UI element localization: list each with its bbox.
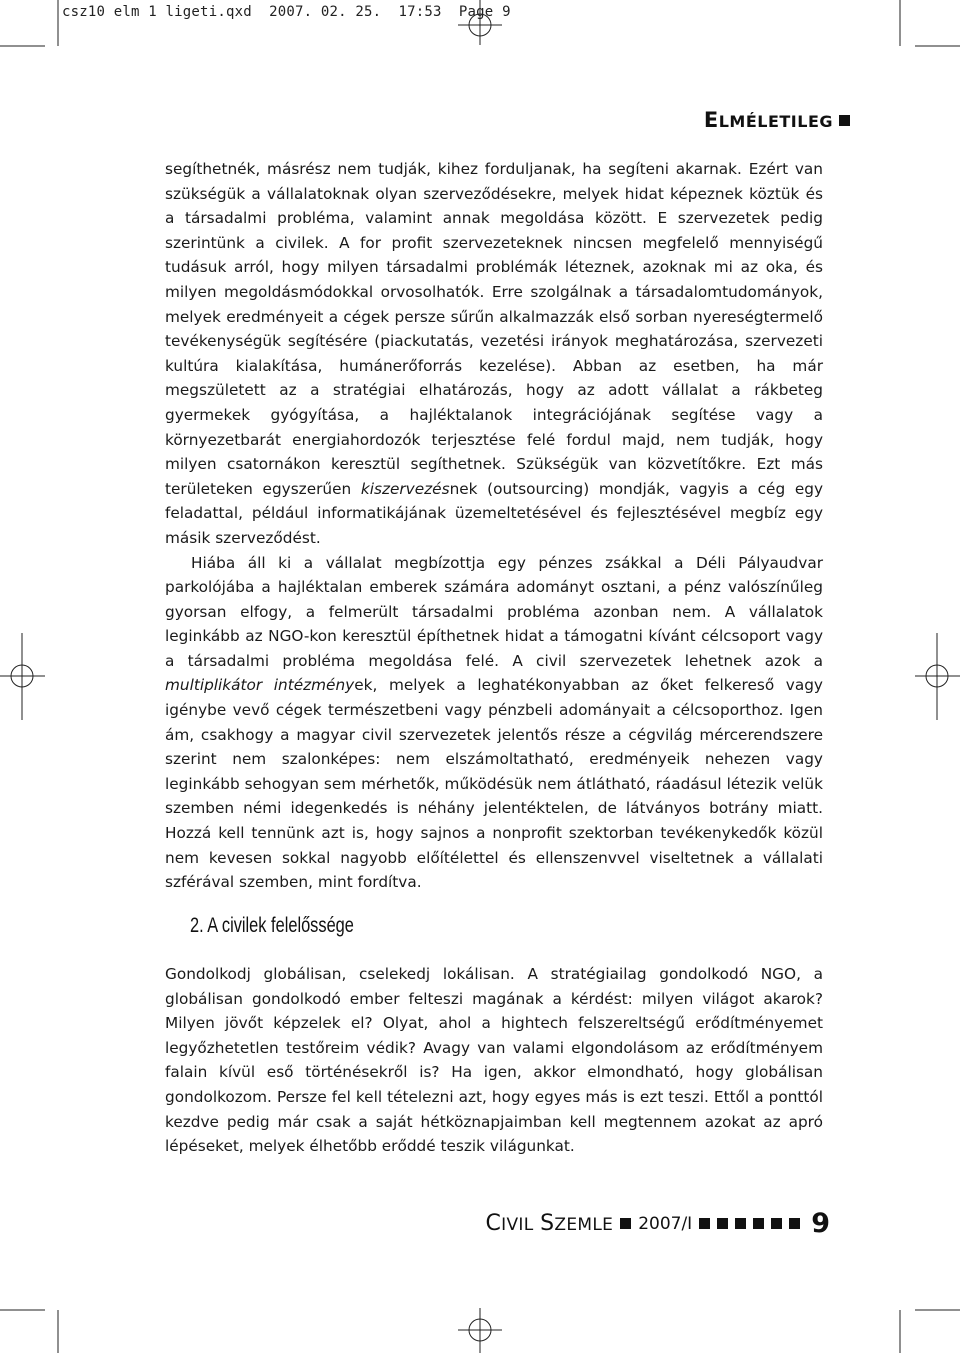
square-bullet-icon: [789, 1218, 800, 1229]
section-body-text: [165, 962, 823, 1159]
section-heading: 2. A civilek felelőssége: [190, 914, 354, 937]
paragraph-1: segíthetnék, másrész nem tudják, kihez forduljanak, ha segíteni akarnak. Ezért van szükségük a vállalatoknak olyan szerveződésekre, melyek hidat képeznek köztük és a társadalmi probléma, valamint annak megoldása között. E szervezetek pedig szerintünk a civilek. A for profit szervezeteknek nincsen megfelelő mennyiségű tudásuk arról, hogy milyen társadalmi problémák léteznek, azoknak mi az oka, és milyen megoldásmódokkal orvosolhatók. Erre szolgálnak a társadalomtudományok, melyek eredményeit a cégek persze sűrűn alkalmazzák első sorban nyereségtermelő tevékenységük segítésére (piackutatás, vezetési irányok meghatározása, szervezeti kultúra kialakítása, humánerőforrás kezelése). Abban az esetben, ha már megszületett az a stratégiai elhatározás, hogy az adott vállalat a rákbeteg gyermekek gyógyítása, a hajléktalanok integrációjának segítése vagy a környezetbarát energiahordozók terjesztése felé fordul majd, nem tudják, hogy milyen csatornákon keresztül segíthetnek. Szükségük van közvetítőkre. Ezt más területeken egyszerűen kiszervezésnek (outsourcing) mondják, vagyis a cég egy feladattal, például informatikájának üzemeltetésével és fejlesztésével megbíz egy másik szerveződést.: [165, 160, 823, 547]
running-head: [704, 108, 850, 132]
square-bullet-icon: [620, 1218, 631, 1229]
square-bullet-icon: [753, 1218, 764, 1229]
square-bullet-icon: [735, 1218, 746, 1229]
paragraph-2: Hiába áll ki a vállalat megbízottja egy pénzes zsákkal a Déli Pályaudvar parkolójába a hajléktalan emberek számára adományt osztani, a pénz valószínűleg gyorsan elfogy, a felmerült társadalmi probléma azonban nem. A vállalatok leginkább az NGO-kon keresztül építhetnek hidat a támogatni kívánt célcsoport vagy a társadalmi probléma megoldása felé. A civil szervezetek lehetnek azok a multiplikátor intézmények, melyek a leghatékonyabban az őket felkereső vagy igénybe vevő cégek természetbeni vagy pénzbeli adományait a célcsoporthoz. Igen ám, csakhogy a magyar civil szervezetek jelentős része a cégvilág mércerendszere szerint nem szalonképes: nem elszámoltatható, eredményeik nehezen vagy leginkább sehogyan sem mérhetők, működésük nem átlátható, ráadásul létezik velük szemben némi idegenkedés is néhány jelentéktelen, de látványos botrány miatt. Hozzá kell tennünk azt is, hogy sajnos a nonprofit szektorban tevékenykedők közül nem kevesen sokkal nagyobb előítélettel és ellenszenvvel viseltetnek a vállalati szférával szemben, mint fordítva.: [165, 553, 823, 892]
issue-number: 2007/I: [638, 1213, 693, 1234]
square-bullet-icon: [699, 1218, 710, 1229]
section-paragraph: Gondolkodj globálisan, cselekedj lokálisan. A stratégiailag gondolkodó NGO, a globálisan gondolkodó ember felteszi magának a kérdést: milyen világot akarok? Milyen jövőt képzelek el? Olyat, ahol a hightech felszereltségű erődítményemet legyőzhetetlen testőreim védik? Avagy van valami elgondolásom az erődítményem falain kívül eső történésekről is? Ha igen, akkor elmondható, hogy globálisan gondolkozom. Persze fel kell tételezni azt, hogy egyes más is ezt teszi. Ettől a ponttól kezdve pedig már csak a saját hétköznapjaimban kell megtennem azokat az apró lépéseket, melyek élhetőbb erőddé teszik világunkat.: [165, 965, 823, 1156]
square-bullet-icon: [771, 1218, 782, 1229]
italic-term: kiszervezés: [360, 479, 450, 498]
page-footer: [485, 1208, 830, 1239]
running-head-rest: LMÉLETILEG: [718, 112, 833, 131]
running-head-initial: E: [703, 108, 719, 132]
print-slug-line: csz10 elm 1 ligeti.qxd 2007. 02. 25. 17:53 Page 9: [62, 4, 511, 20]
square-bullet-icon: [839, 115, 850, 126]
running-head-title: [704, 108, 833, 132]
italic-term: multiplikátor intézmény: [165, 676, 355, 695]
square-bullet-icon: [717, 1218, 728, 1229]
body-text-block: [165, 157, 823, 895]
journal-name: CIVIL SZEMLE: [485, 1211, 614, 1236]
page-number: 9: [811, 1208, 830, 1239]
